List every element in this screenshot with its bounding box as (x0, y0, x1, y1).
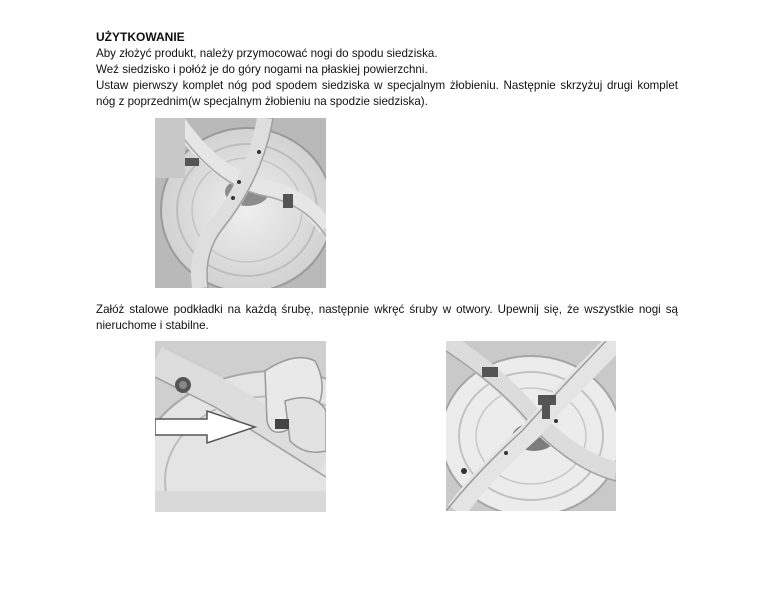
photo-crossed-legs (446, 341, 616, 511)
photo-screw-washer (155, 341, 326, 512)
section-heading: UŻYTKOWANIE (96, 30, 185, 44)
step2-text: Załóż stalowe podkładki na każdą śrubę, następnie wkręć śruby w otwory. Upewnij się, że wszystkie nogi są nieruchome i stabilne. (96, 303, 678, 332)
step2-paragraph (96, 302, 678, 334)
intro-line-1: Aby złożyć produkt, należy przymocować nogi do spodu siedziska. (96, 47, 438, 60)
intro-line-2: Weź siedzisko i połóż je do góry nogami na płaskiej powierzchni. (96, 63, 428, 76)
intro-paragraph (96, 46, 678, 110)
intro-line-3: Ustaw pierwszy komplet nóg pod spodem siedziska w specjalnym żłobieniu. Następnie skrzyżuj drugi komplet nóg z poprzednim(w specjalnym żłobieniu na spodzie siedziska). (96, 79, 678, 108)
photo-first-leg-set (155, 118, 326, 288)
